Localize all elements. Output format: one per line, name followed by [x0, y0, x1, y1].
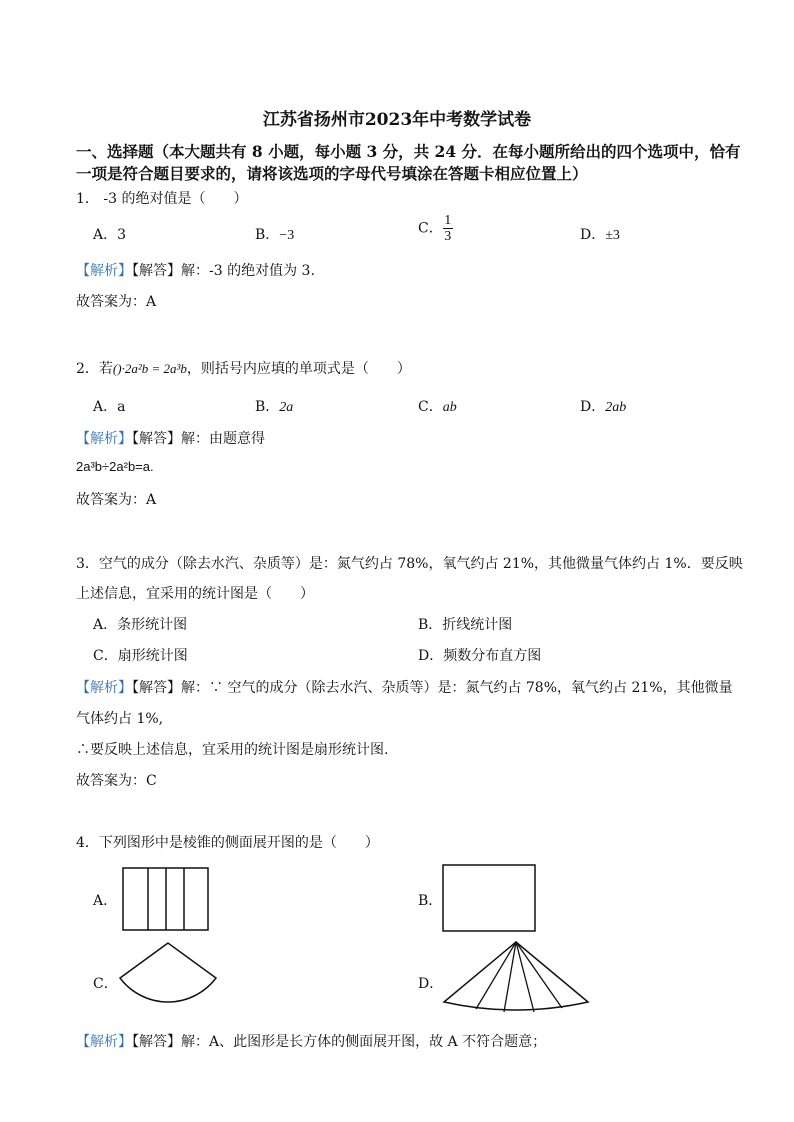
- q4-label-b: B．: [418, 893, 443, 909]
- q1-option-c-fraction: [443, 213, 453, 244]
- fraction-denominator: 3: [444, 229, 452, 244]
- q3-solution-text: 【解答】解：∵ 空气的成分（除去水汽、杂质等）是：氮气约占 78%，氧气约占 21%，其他微量: [132, 680, 733, 696]
- q2-option-b: [255, 396, 293, 416]
- q4-figure-a: [120, 865, 212, 933]
- q2-option-a: A．a: [93, 399, 126, 415]
- analysis-tag: 【解析】: [76, 680, 132, 696]
- q2-option-d-value: 2ab: [605, 400, 627, 415]
- q2-stem: [76, 358, 411, 378]
- q4-solution: [76, 1031, 546, 1051]
- q1-option-c-label: C．: [418, 220, 443, 237]
- page-title: 江苏省扬州市2023年中考数学试卷: [262, 110, 532, 130]
- q2-solution: [76, 428, 265, 448]
- q3-solution-line1: [76, 677, 733, 697]
- q2-option-b-value: 2a: [279, 400, 294, 415]
- q4-figure-c: [112, 938, 224, 1018]
- q1-option-c: [418, 213, 453, 244]
- q4-label-a: A．: [93, 893, 118, 909]
- q2-stem-prefix: 2．若: [76, 361, 113, 377]
- q2-option-c-value: ab: [442, 400, 457, 415]
- q2-option-c-label: C．: [418, 399, 443, 415]
- q3-option-c: C．扇形统计图: [93, 648, 188, 664]
- q1-solution-text: 【解答】解：-3 的绝对值为 3.: [132, 263, 315, 279]
- q2-option-b-label: B．: [255, 399, 280, 415]
- q4-label-c: C．: [93, 976, 118, 992]
- q3-option-d: D．频数分布直方图: [418, 648, 542, 664]
- q1-option-b-label: B．: [255, 227, 280, 243]
- section-heading-line2: 一项是符合题目要求的，请将该选项的字母代号填涂在答题卡相应位置上）: [76, 164, 588, 183]
- q4-label-d: D．: [418, 976, 444, 992]
- q3-final-answer: 故答案为：C: [76, 773, 157, 789]
- q1-option-d-label: D．: [580, 227, 606, 243]
- q4-figure-d: [440, 938, 592, 1018]
- q3-option-a: A．条形统计图: [93, 617, 188, 633]
- q2-stem-suffix: ，则括号内应填的单项式是（ ）: [186, 361, 411, 377]
- q3-stem-line2: 上述信息，宜采用的统计图是（ ）: [76, 586, 314, 602]
- q1-stem: 1． -3 的绝对值是（ ）: [76, 191, 248, 207]
- q4-solution-text: 【解答】解：A、此图形是长方体的侧面展开图，故 A 不符合题意；: [132, 1034, 547, 1050]
- q2-option-d-label: D．: [580, 399, 606, 415]
- q2-option-c: [418, 396, 457, 416]
- q1-option-b: [255, 224, 294, 244]
- analysis-tag: 【解析】: [76, 1034, 132, 1050]
- q4-stem: 4．下列图形中是棱锥的侧面展开图的是（ ）: [76, 835, 379, 851]
- q1-option-d: [580, 224, 620, 244]
- q1-solution: [76, 260, 315, 280]
- section-heading-line1: 一、选择题（本大题共有 8 小题，每小题 3 分，共 24 分．在每小题所给出的四个选项中，恰有: [76, 142, 741, 161]
- q2-calculation: 2a³b÷2a²b=a.: [76, 459, 154, 474]
- fraction-numerator: 1: [444, 213, 452, 228]
- q2-stem-formula: ()·2a²b = 2a³b: [112, 361, 187, 376]
- q1-option-d-value: ±3: [605, 228, 620, 243]
- q3-stem-line1: 3．空气的成分（除去水汽、杂质等）是：氮气约占 78%，氧气约占 21%，其他微量气体约占 1%．要反映: [76, 556, 743, 572]
- q3-option-b: B．折线统计图: [418, 617, 513, 633]
- q3-solution-line3: ∴要反映上述信息，宜采用的统计图是扇形统计图.: [76, 742, 389, 758]
- q4-figure-b: [440, 862, 538, 934]
- q1-final-answer: 故答案为：A: [76, 294, 157, 310]
- q1-option-b-value: −3: [279, 228, 295, 243]
- q2-solution-text: 【解答】解：由题意得: [132, 431, 265, 447]
- q3-solution-line2: 气体约占 1%,: [76, 711, 164, 727]
- analysis-tag: 【解析】: [76, 263, 132, 279]
- q2-final-answer: 故答案为：A: [76, 492, 157, 508]
- q2-option-d: [580, 396, 626, 416]
- analysis-tag: 【解析】: [76, 431, 132, 447]
- q1-option-a: A．3: [93, 227, 127, 243]
